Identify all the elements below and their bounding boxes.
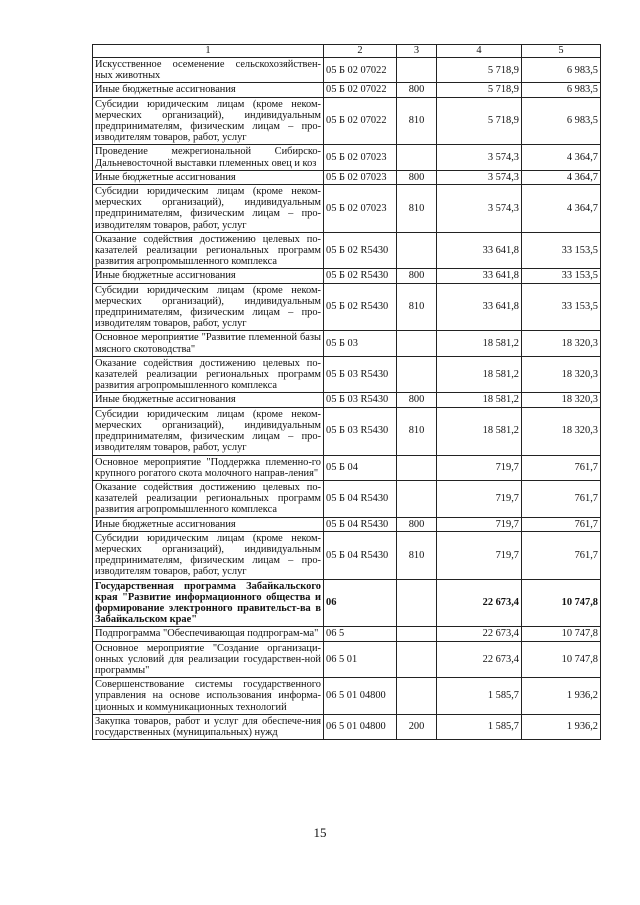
row-value-year2-cell: 10 747,8 <box>522 627 601 641</box>
row-expense-type-cell <box>397 678 437 715</box>
row-name-cell: Иные бюджетные ассигнования <box>93 393 324 407</box>
budget-table <box>92 44 601 740</box>
row-value-year1-cell: 33 641,8 <box>437 269 522 283</box>
row-code-cell: 05 Б 04 R5430 <box>324 517 397 531</box>
row-code-cell: 06 <box>324 579 397 627</box>
row-value-year1-cell: 3 574,3 <box>437 145 522 170</box>
row-expense-type-cell: 800 <box>397 83 437 97</box>
row-expense-type-cell <box>397 331 437 356</box>
row-value-year2-cell: 10 747,8 <box>522 579 601 627</box>
row-code-cell: 06 5 01 <box>324 641 397 678</box>
row-value-year2-cell: 761,7 <box>522 455 601 480</box>
row-value-year1-cell: 18 581,2 <box>437 331 522 356</box>
row-expense-type-cell: 800 <box>397 393 437 407</box>
row-expense-type-cell <box>397 579 437 627</box>
row-value-year1-cell: 33 641,8 <box>437 232 522 269</box>
row-value-year2-cell: 18 320,3 <box>522 393 601 407</box>
row-code-cell: 05 Б 03 R5430 <box>324 393 397 407</box>
row-code-cell: 05 Б 02 R5430 <box>324 283 397 331</box>
table-row <box>93 232 601 269</box>
row-code-cell: 05 Б 02 07023 <box>324 170 397 184</box>
row-expense-type-cell <box>397 455 437 480</box>
table-row <box>93 393 601 407</box>
table-row <box>93 455 601 480</box>
row-code-cell: 05 Б 02 07022 <box>324 58 397 83</box>
row-code-cell: 06 5 <box>324 627 397 641</box>
table-row <box>93 331 601 356</box>
table-row <box>93 407 601 455</box>
row-value-year2-cell: 6 983,5 <box>522 97 601 145</box>
row-value-year2-cell: 6 983,5 <box>522 58 601 83</box>
row-value-year1-cell: 5 718,9 <box>437 58 522 83</box>
row-name-cell: Субсидии юридическим лицам (кроме неком-мерческих организаций), индивидуальным предпринимателям, физическим лицам – про-изводителям товаров, работ, услуг <box>93 407 324 455</box>
row-value-year2-cell: 761,7 <box>522 480 601 517</box>
row-expense-type-cell: 200 <box>397 714 437 739</box>
row-name-cell: Субсидии юридическим лицам (кроме неком-мерческих организаций), индивидуальным предпринимателям, физическим лицам – про-изводителям товаров, работ, услуг <box>93 97 324 145</box>
row-expense-type-cell <box>397 627 437 641</box>
header-cell-3: 3 <box>397 45 437 58</box>
row-value-year1-cell: 22 673,4 <box>437 579 522 627</box>
row-code-cell: 05 Б 03 R5430 <box>324 356 397 393</box>
row-name-cell: Иные бюджетные ассигнования <box>93 269 324 283</box>
table-row <box>93 58 601 83</box>
row-name-cell: Иные бюджетные ассигнования <box>93 83 324 97</box>
row-code-cell: 05 Б 04 <box>324 455 397 480</box>
row-code-cell: 05 Б 03 <box>324 331 397 356</box>
row-expense-type-cell <box>397 232 437 269</box>
table-row <box>93 517 601 531</box>
header-cell-4: 4 <box>437 45 522 58</box>
row-expense-type-cell <box>397 356 437 393</box>
header-cell-1: 1 <box>93 45 324 58</box>
row-name-cell: Субсидии юридическим лицам (кроме неком-мерческих организаций), индивидуальным предпринимателям, физическим лицам – про-изводителям товаров, работ, услуг <box>93 531 324 579</box>
header-cell-5: 5 <box>522 45 601 58</box>
row-value-year2-cell: 18 320,3 <box>522 331 601 356</box>
row-code-cell: 05 Б 02 R5430 <box>324 269 397 283</box>
row-value-year1-cell: 3 574,3 <box>437 170 522 184</box>
row-value-year1-cell: 719,7 <box>437 531 522 579</box>
table-row <box>93 356 601 393</box>
row-name-cell: Субсидии юридическим лицам (кроме неком-мерческих организаций), индивидуальным предпринимателям, физическим лицам – про-изводителям товаров, работ, услуг <box>93 283 324 331</box>
row-value-year1-cell: 1 585,7 <box>437 678 522 715</box>
row-expense-type-cell: 800 <box>397 517 437 531</box>
row-name-cell: Искусственное осеменение сельскохозяйствен-ных животных <box>93 58 324 83</box>
row-value-year2-cell: 33 153,5 <box>522 269 601 283</box>
row-expense-type-cell <box>397 641 437 678</box>
table-row <box>93 627 601 641</box>
table-row <box>93 83 601 97</box>
row-name-cell: Основное мероприятие "Развитие племенной базы мясного скотоводства" <box>93 331 324 356</box>
row-code-cell: 05 Б 02 07023 <box>324 145 397 170</box>
row-value-year2-cell: 1 936,2 <box>522 678 601 715</box>
row-value-year1-cell: 1 585,7 <box>437 714 522 739</box>
row-value-year1-cell: 3 574,3 <box>437 185 522 233</box>
row-name-cell: Основное мероприятие "Создание организаци-онных условий для реализации государствен-ной программы" <box>93 641 324 678</box>
row-value-year2-cell: 33 153,5 <box>522 283 601 331</box>
table-row <box>93 678 601 715</box>
table-header-row <box>93 45 601 58</box>
row-name-cell: Проведение межрегиональной Сибирско-Дальневосточной выставки племенных овец и коз <box>93 145 324 170</box>
row-code-cell: 05 Б 04 R5430 <box>324 480 397 517</box>
page-number: 15 <box>313 825 327 840</box>
row-name-cell: Иные бюджетные ассигнования <box>93 170 324 184</box>
row-value-year1-cell: 18 581,2 <box>437 356 522 393</box>
row-value-year2-cell: 4 364,7 <box>522 170 601 184</box>
row-code-cell: 06 5 01 04800 <box>324 678 397 715</box>
row-code-cell: 05 Б 02 07022 <box>324 97 397 145</box>
table-row <box>93 145 601 170</box>
row-value-year2-cell: 1 936,2 <box>522 714 601 739</box>
row-name-cell: Основное мероприятие "Поддержка племенно-го крупного рогатого скота молочного направ-ления" <box>93 455 324 480</box>
row-name-cell: Оказание содействия достижению целевых по-казателей реализации региональных программ развития агропромышленного комплекса <box>93 356 324 393</box>
row-expense-type-cell <box>397 58 437 83</box>
row-code-cell: 05 Б 02 R5430 <box>324 232 397 269</box>
row-name-cell: Закупка товаров, работ и услуг для обеспече-ния государственных (муниципальных) нужд <box>93 714 324 739</box>
row-name-cell: Подпрограмма "Обеспечивающая подпрограм-ма" <box>93 627 324 641</box>
row-value-year2-cell: 18 320,3 <box>522 407 601 455</box>
row-expense-type-cell: 810 <box>397 283 437 331</box>
table-row <box>93 641 601 678</box>
row-code-cell: 05 Б 04 R5430 <box>324 531 397 579</box>
row-expense-type-cell: 810 <box>397 407 437 455</box>
row-expense-type-cell: 800 <box>397 170 437 184</box>
row-expense-type-cell <box>397 480 437 517</box>
row-name-cell: Иные бюджетные ассигнования <box>93 517 324 531</box>
row-expense-type-cell <box>397 145 437 170</box>
row-value-year2-cell: 761,7 <box>522 531 601 579</box>
table-row <box>93 269 601 283</box>
row-value-year2-cell: 4 364,7 <box>522 185 601 233</box>
row-value-year2-cell: 6 983,5 <box>522 83 601 97</box>
row-value-year2-cell: 10 747,8 <box>522 641 601 678</box>
row-name-cell: Оказание содействия достижению целевых по-казателей реализации региональных программ развития агропромышленного комплекса <box>93 480 324 517</box>
row-name-cell: Совершенствование системы государственного управления на основе использования информа-ционных и коммуникационных технологий <box>93 678 324 715</box>
row-value-year1-cell: 22 673,4 <box>437 641 522 678</box>
row-expense-type-cell: 810 <box>397 97 437 145</box>
table-row <box>93 185 601 233</box>
table-row <box>93 531 601 579</box>
row-value-year2-cell: 18 320,3 <box>522 356 601 393</box>
row-expense-type-cell: 810 <box>397 531 437 579</box>
table-row <box>93 480 601 517</box>
row-expense-type-cell: 800 <box>397 269 437 283</box>
row-value-year1-cell: 719,7 <box>437 455 522 480</box>
row-value-year2-cell: 761,7 <box>522 517 601 531</box>
row-value-year2-cell: 33 153,5 <box>522 232 601 269</box>
row-value-year1-cell: 18 581,2 <box>437 407 522 455</box>
row-value-year1-cell: 719,7 <box>437 480 522 517</box>
row-value-year1-cell: 33 641,8 <box>437 283 522 331</box>
row-code-cell: 05 Б 02 07023 <box>324 185 397 233</box>
table-row <box>93 714 601 739</box>
row-code-cell: 06 5 01 04800 <box>324 714 397 739</box>
row-value-year1-cell: 5 718,9 <box>437 97 522 145</box>
row-code-cell: 05 Б 03 R5430 <box>324 407 397 455</box>
header-cell-2: 2 <box>324 45 397 58</box>
row-value-year2-cell: 4 364,7 <box>522 145 601 170</box>
table-row <box>93 283 601 331</box>
row-value-year1-cell: 719,7 <box>437 517 522 531</box>
row-name-cell: Государственная программа Забайкальского края "Развитие информационного общества и формирование электронного правительст-ва в Забайкальском крае" <box>93 579 324 627</box>
row-value-year1-cell: 18 581,2 <box>437 393 522 407</box>
row-code-cell: 05 Б 02 07022 <box>324 83 397 97</box>
row-expense-type-cell: 810 <box>397 185 437 233</box>
row-name-cell: Оказание содействия достижению целевых по-казателей реализации региональных программ развития агропромышленного комплекса <box>93 232 324 269</box>
row-value-year1-cell: 22 673,4 <box>437 627 522 641</box>
table-body <box>93 45 601 740</box>
table-row <box>93 97 601 145</box>
table-row <box>93 170 601 184</box>
row-name-cell: Субсидии юридическим лицам (кроме неком-мерческих организаций), индивидуальным предпринимателям, физическим лицам – про-изводителям товаров, работ, услуг <box>93 185 324 233</box>
row-value-year1-cell: 5 718,9 <box>437 83 522 97</box>
table-row <box>93 579 601 627</box>
